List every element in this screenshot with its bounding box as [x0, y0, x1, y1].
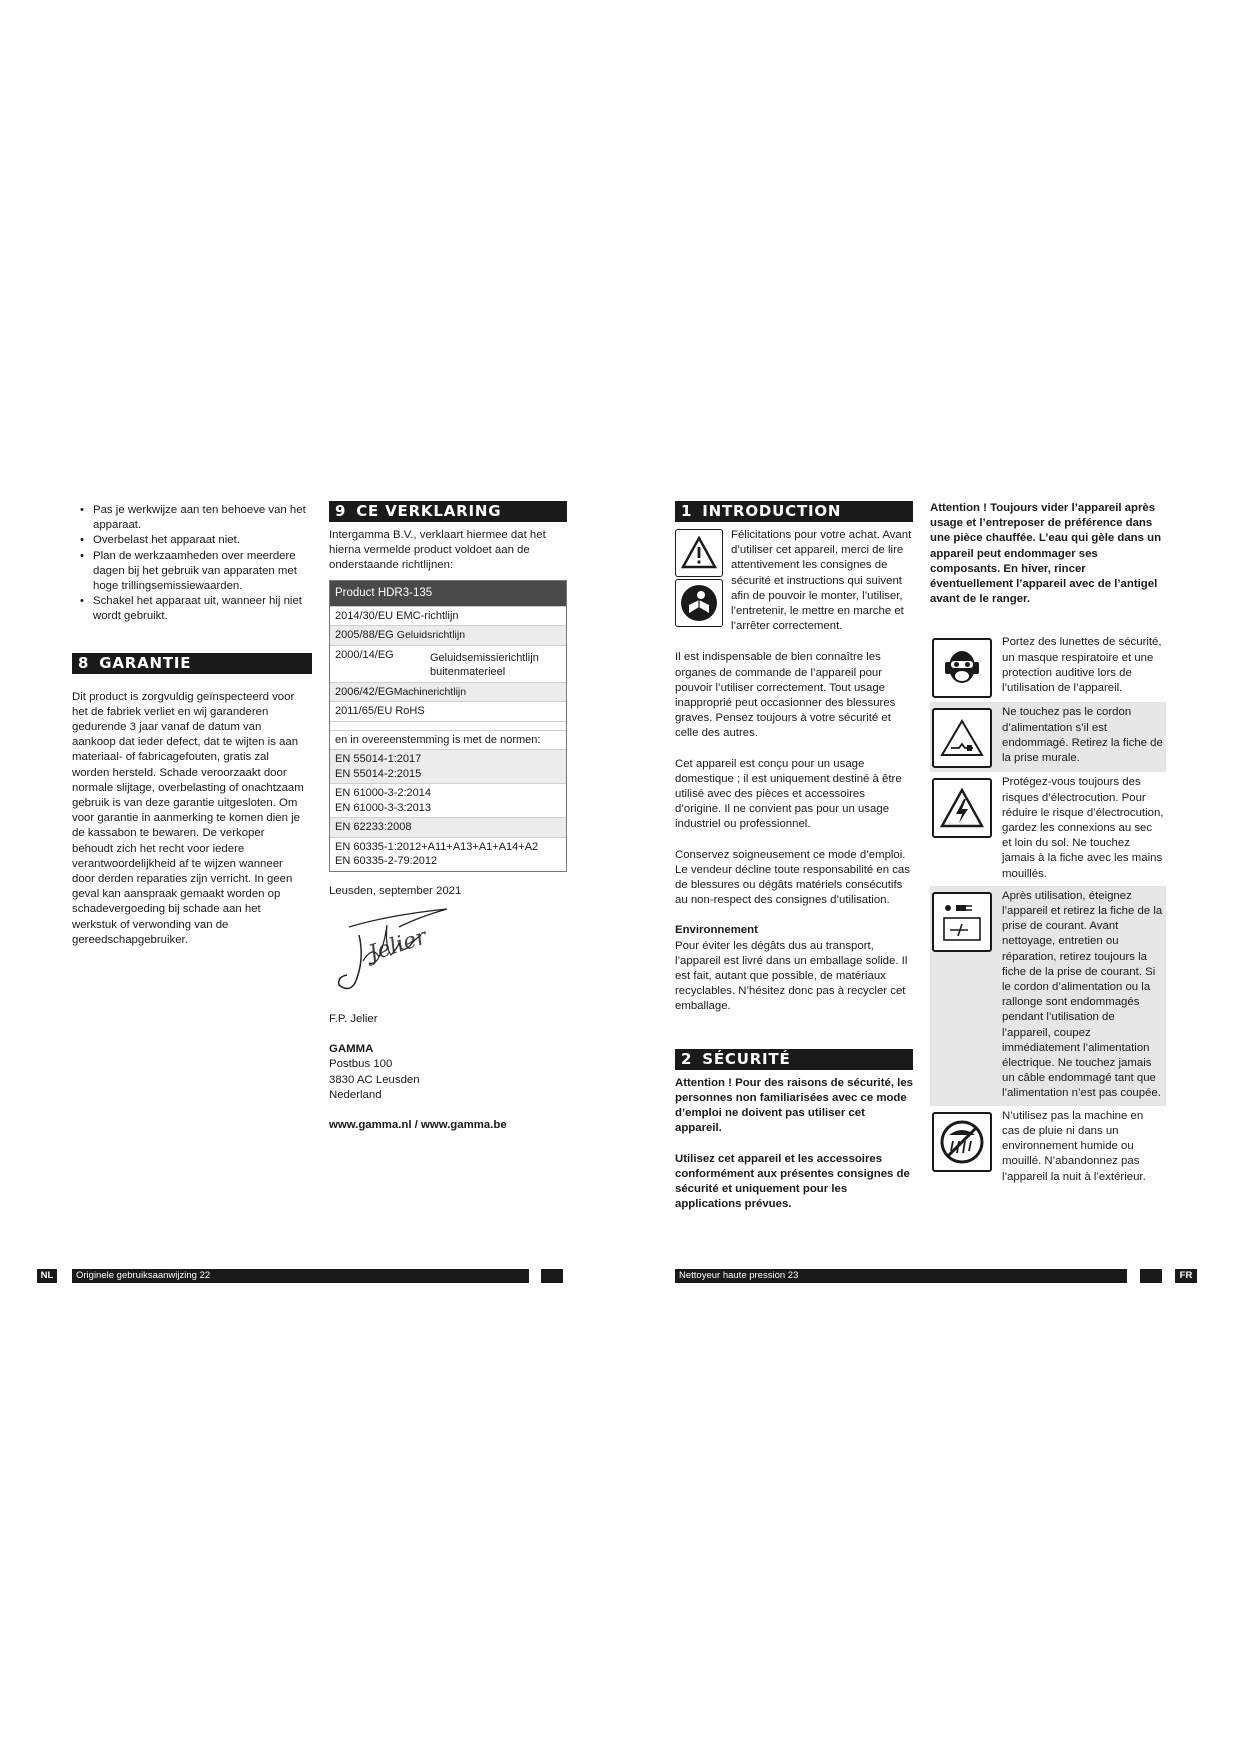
no-rain-icon: [932, 1112, 992, 1172]
icon-row: [930, 772, 1166, 885]
icon-text: Portez des lunettes de sécurité, un masque respiratoire et une protection auditive lors de l’utilisation de l’appareil.: [1002, 636, 1162, 695]
icon-row: [930, 632, 1166, 702]
address-line: Postbus 100: [329, 1058, 393, 1071]
securite-heading: 2 SÉCURITÉ: [675, 1049, 913, 1070]
address-line: Nederland: [329, 1088, 382, 1101]
icon-row: [930, 1106, 1166, 1189]
fr-footer-bar: [675, 1269, 1127, 1283]
intro-icons: [675, 529, 723, 629]
warning-icon: [675, 529, 723, 577]
list-item: • Plan de werkzaamheden over meerdere dagen bij het gebruik van apparaten met hoge trillingsemissiewaarden.: [80, 549, 312, 595]
environment-text: Pour éviter les dégâts dus au transport, l’appareil est livré dans un emballage solide. Il est fait, autant que possible, de matériaux recyclables. N’hésitez donc pas à recycler cet emballage.: [675, 939, 908, 1013]
securite-paragraph-1: Attention ! Pour des raisons de sécurité, les personnes non familiarisées avec ce mode d’emploi ne doivent pas utiliser cet appareil.: [675, 1076, 913, 1135]
fr-column-2: [930, 501, 1166, 1189]
environment-title: Environnement: [675, 924, 758, 937]
nl-footer-text: Originele gebruiksaanwijzing 22: [76, 1270, 211, 1281]
list-item: • Schakel het apparaat uit, wanneer hij niet wordt gebruikt.: [80, 594, 312, 624]
table-row: EN 61000-3-2:2014 EN 61000-3-3:2013: [330, 783, 566, 817]
garantie-heading: 8 GARANTIE: [72, 653, 312, 674]
website-link[interactable]: www.gamma.nl / www.gamma.be: [329, 1119, 507, 1132]
introduction-heading: 1 INTRODUCTION: [675, 501, 913, 522]
nl-column-1: [72, 503, 312, 948]
safety-gear-icon: [932, 638, 992, 698]
place-date: Leusden, september 2021: [329, 884, 462, 897]
nl-footer-bar: [72, 1269, 529, 1283]
icon-text: Protégez-vous toujours des risques d’électrocution. Pour réduire le risque d’électrocution, gardez les connexions au sec et loin du sol. Ne touchez jamais à la fiche avec les mains mouillés.: [1002, 776, 1164, 880]
read-manual-icon: [675, 579, 723, 627]
signature: [329, 905, 459, 1005]
table-row: EN 62233:2008: [330, 817, 566, 837]
icon-text: Ne touchez pas le cordon d’alimentation s’il est endommagé. Retirez la fiche de la prise murale.: [1002, 706, 1163, 765]
nl-page-label: NL: [37, 1269, 57, 1283]
icon-text: Après utilisation, éteignez l’appareil et retirez la fiche de la prise de courant. Avant nettoyage, entretien ou réparation, retirez toujours la fiche de la prise de courant. Si le cordon d’alimentation ou la rallonge sont endommagés pendant l’utilisation de l’appareil, coupez immédiatement l’alimentation électrique. Ne touchez jamais un câble endommagé tant que l’alimentation n’est pas coupée.: [1002, 889, 1163, 1100]
damaged-cord-icon: [932, 708, 992, 768]
table-row: 2011/65/EU RoHS: [330, 701, 566, 721]
intro-paragraph-4: Conservez soigneusement ce mode d’emploi. Le vendeur décline toute responsabilité en cas de blessures ou dégâts matériels consécutifs au non-respect des consignes d’utilisation.: [675, 848, 910, 907]
garantie-text: Dit product is zorgvuldig geïnspecteerd voor het de fabriek verliet en wij garanderen gedurende 3 jaar vanaf de datum van aankoop dat ieder defect, dat te wijten is aan materiaal- of fabricagefouten, gratis zal worden hersteld. Schade veroorzaakt door normale slijtage, overbelasting of onachtzaam gebruik is van deze garantie uitgesloten. Om voor garantie in aanmerking te komen dien je de kassabon te bewaren. De verkoper behoudt zich het recht voor iedere verantwoordelijkheid af te wijzen wanneer door derden reparaties zijn verricht. In geen geval kan aanspraak gemaakt worden op schadevergoeding bij schade aan het werkstuk of verwonding van de gereedschapgebruiker.: [72, 690, 304, 946]
intro-paragraph-1: Félicitations pour votre achat. Avant d’utiliser cet appareil, merci de lire attentivement les consignes de sécurité et instructions qui suivent afin de pouvoir le monter, l’utiliser, l’entretenir, le mettre en marche et l’arrêter correctement.: [731, 529, 912, 633]
attention-text: Attention ! Toujours vider l’appareil après usage et l’entreposer de préférence dans une pièce chauffée. L’eau qui gèle dans un appareil peut endommager ses composants. En hiver, rincer éventuellement l’appareil avec de l’antigel avant de le ranger.: [930, 502, 1162, 606]
table-row: EN 60335-1:2012+A11+A13+A1+A14+A2 EN 60335-2-79:2012: [330, 837, 566, 871]
nl-column-2: [329, 501, 567, 1133]
icon-row: [930, 702, 1166, 772]
fr-footer-text: Nettoyeur haute pression 23: [679, 1270, 799, 1281]
table-row: EN 55014-1:2017 EN 55014-2:2015: [330, 749, 566, 783]
nl-footer-square: [541, 1269, 563, 1283]
unplug-icon: [932, 892, 992, 952]
signature-text: Jelier: [365, 924, 430, 967]
fr-column-1: [675, 501, 913, 1212]
nl-bullet-list: [72, 503, 312, 625]
ce-heading: 9 CE VERKLARING: [329, 501, 567, 522]
ce-product: Product HDR3-135: [330, 581, 566, 606]
table-spacer: [330, 721, 566, 730]
intro-paragraph-3: Cet appareil est conçu pour un usage domestique ; il est uniquement destiné à être utilisé avec des pièces et accessoires d’origine. Il ne convient pas pour un usage industriel ou professionnel.: [675, 757, 902, 831]
company-name: GAMMA: [329, 1043, 374, 1056]
electric-shock-icon: [932, 778, 992, 838]
ce-norms-intro: en in overeenstemming is met de normen:: [330, 730, 566, 750]
ce-table: [329, 580, 567, 872]
icon-row: [930, 886, 1166, 1106]
icon-text: N’utilisez pas la machine en cas de pluie ni dans un environnement humide ou mouillé. N’abandonnez pas l’appareil la nuit à l’extérieur.: [1002, 1109, 1146, 1183]
address-line: 3830 AC Leusden: [329, 1073, 420, 1086]
fr-page-label: FR: [1175, 1269, 1197, 1283]
securite-paragraph-2: Utilisez cet appareil et les accessoires conformément aux présentes consignes de sécurité et uniquement pour les applications prévues.: [675, 1152, 910, 1211]
signatory: F.P. Jelier: [329, 1013, 378, 1026]
intro-paragraph-2: Il est indispensable de bien connaître les organes de commande de l’appareil pour pouvoir l’utiliser correctement. Tout usage inapproprié peut occasionner des blessures graves. Pensez toujours à votre sécurité et celle des autres.: [675, 651, 896, 740]
ce-intro: Intergamma B.V., verklaart hiermee dat het hierna vermelde product voldoet aan de onderstaande richtlijnen:: [329, 529, 546, 572]
list-item: • Pas je werkwijze aan ten behoeve van het apparaat.: [80, 503, 312, 533]
table-row: 2005/88/EG Geluidsrichtlijn: [330, 625, 566, 645]
fr-footer-square: [1140, 1269, 1162, 1283]
table-row: 2000/14/EG Geluidsemissierichtlijn buitenmaterieel: [330, 645, 566, 682]
table-row: 2006/42/EGMachinerichtlijn: [330, 682, 566, 702]
table-row: 2014/30/EU EMC-richtlijn: [330, 606, 566, 626]
list-item: • Overbelast het apparaat niet.: [80, 533, 312, 548]
